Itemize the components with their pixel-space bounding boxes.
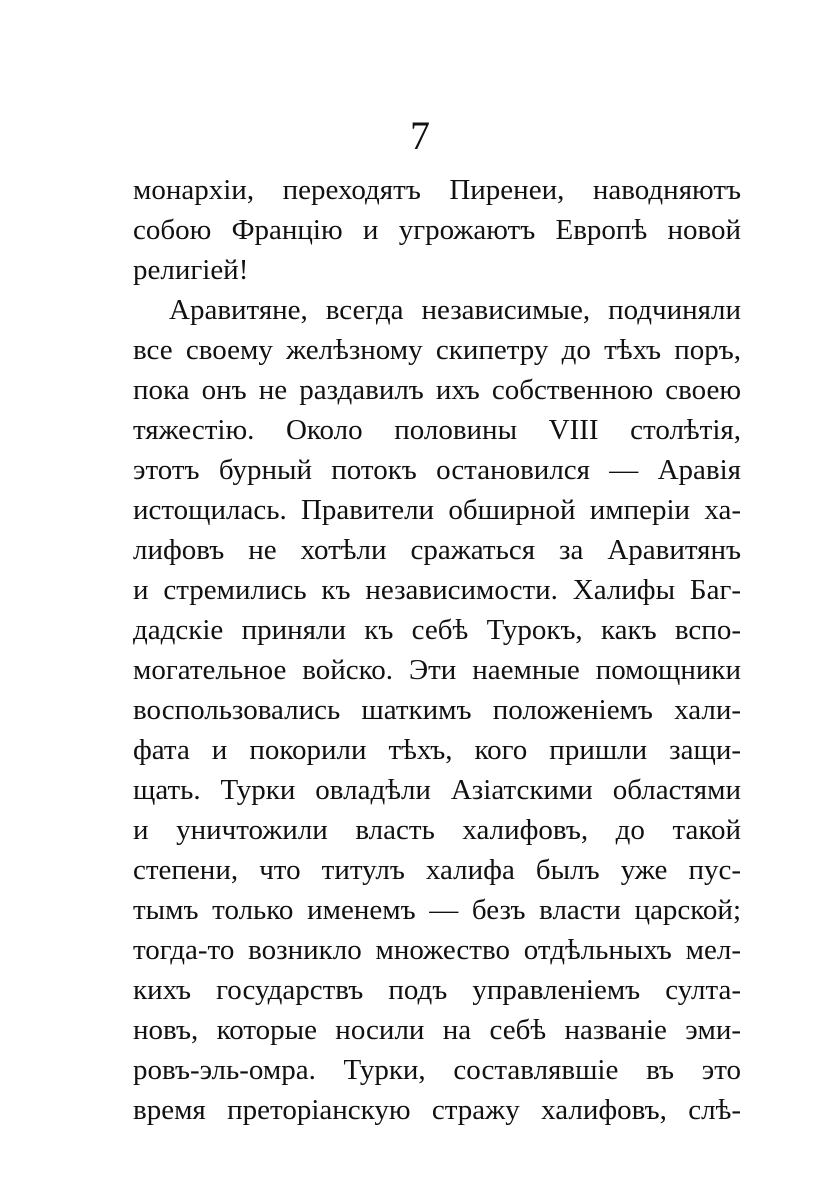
text-line: Аравитяне, всегда независимые, подчиняли	[169, 294, 741, 326]
text-line: степени, что титулъ халифа былъ уже пус-	[133, 854, 741, 886]
text-line: истощилась. Правители обширной имперiи ха-	[133, 494, 741, 526]
text-line: ровъ-эль-омра. Турки, составлявшiе въ это	[133, 1054, 741, 1086]
text-line: религiей!	[133, 254, 249, 286]
text-line: собою Францiю и угрожаютъ Европѣ новой	[133, 214, 741, 246]
text-line: пока онъ не раздавилъ ихъ собственною своею	[133, 374, 741, 406]
paragraph-2	[133, 290, 741, 1130]
text-line: дадскiе приняли къ себѣ Турокъ, какъ вспо-	[133, 614, 741, 646]
text-line: и уничтожили власть халифовъ, до такой	[133, 814, 741, 846]
text-line: и стремились къ независимости. Халифы Баг-	[133, 574, 741, 606]
text-line: воспользовались шаткимъ положенiемъ хали-	[133, 694, 741, 726]
text-line: кихъ государствъ подъ управленiемъ султа-	[133, 974, 741, 1006]
text-line: новъ, которые носили на себѣ названiе эми-	[133, 1014, 741, 1046]
text-line: щать. Турки овладѣли Азiатскими областями	[133, 774, 741, 806]
paragraph-1	[133, 170, 741, 290]
text-line: тогда-то возникло множество отдѣльныхъ мел-	[133, 934, 741, 966]
text-line: все своему желѣзному скипетру до тѣхъ поръ,	[133, 334, 741, 366]
text-line: фата и покорили тѣхъ, кого пришли защи-	[133, 734, 741, 766]
text-line: монархiи, переходятъ Пиренеи, наводняютъ	[133, 174, 741, 206]
text-line: время преторiанскую стражу халифовъ, слѣ-	[133, 1094, 741, 1126]
text-line: тымъ только именемъ — безъ власти царской;	[133, 894, 741, 926]
text-line: тяжестiю. Около половины VIII столѣтiя,	[133, 414, 741, 446]
text-line: этотъ бурный потокъ остановился — Аравiя	[133, 454, 741, 486]
page-number: 7	[410, 113, 430, 158]
text-line: лифовъ не хотѣли сражаться за Аравитянъ	[133, 534, 741, 566]
body-text	[133, 170, 741, 1130]
text-line: могательное войско. Эти наемные помощники	[133, 654, 741, 686]
